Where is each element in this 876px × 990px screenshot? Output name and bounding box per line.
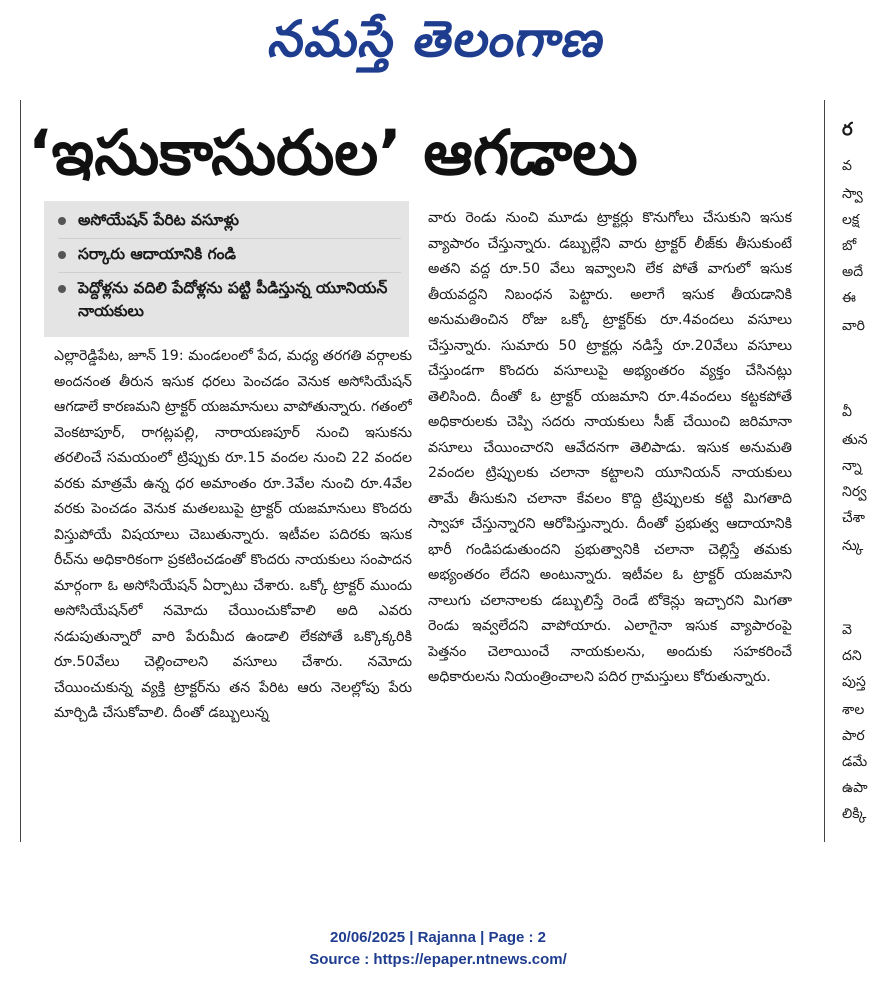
edge-fragment: వారి — [842, 318, 865, 334]
article-deck-box — [44, 201, 409, 337]
body-text: ఎల్లారెడ్డిపేట, జూన్ 19: మండలంలో పేద, మధ్య తరగతి వర్గాలకు అందనంత తీరున ఇసుక ధరలు పెంచడం వెనుక అసోసియేషన్ ఆగడాలే కారణమని ట్రాక్టర్ యజమానులు వాపోతున్నారు. గతంలో వెంకటాపూర్, రాగట్లపల్లి, నారాయణపూర్ నుంచి ఇసుకను తరలించే సమయంలో ట్రిప్పుకు రూ.15 వందల నుంచి 22 వందల వరకు మాత్రమే ఉన్న ధర అమాంతం రూ.3వేల నుంచి రూ.4వేల వరకు పెంచడం వెనుక మతలబుపై ట్రాక్టర్ యజమానులు కొందరు విస్తుపోయే విషయాలు చెబుతున్నారు. ఇటీవల పదిరకు ఇసుక రీచ్‌ను అధికారికంగా ప్రకటించడంతో కొందరు నాయకులు సంపాదన మార్గంగా ఓ అసోసియేషన్ ఏర్పాటు చేశారు. ఒక్కో ట్రాక్టర్ ముందు అసోసియేషన్‌లో నమోదు చేయించుకోవాలి అది ఎవరు నడుపుతున్నారో వారి పేరుమీద ఉండాలి లేకపోతే ఒక్కొక్కరికి రూ.50వేలు చెల్లించాలని వసూలు చేశారు. నమోదు చేయించుకున్న వ్యక్తి ట్రాక్టర్‌ను తన పేరిట ఆరు నెలల్లోపు పేరు మార్చిడి చేసుకోవాలి. దీంతో డబ్బులున్న — [54, 348, 412, 721]
edge-fragment: నిర్వ — [842, 484, 867, 500]
edge-fragment: ఉపా — [842, 780, 868, 796]
masthead — [0, 0, 876, 80]
edge-fragment: లక్ష — [842, 212, 860, 228]
bullet-icon — [58, 285, 66, 293]
article-body-column-2 — [428, 206, 792, 846]
edge-fragment: ర — [842, 119, 853, 140]
edge-fragment: ఈ — [842, 290, 856, 306]
column-rule-right — [824, 100, 825, 842]
edge-fragment: దని — [842, 648, 862, 664]
column-rule-left — [20, 100, 21, 842]
edge-fragment: బో — [842, 238, 857, 254]
edge-fragment: వ — [842, 158, 852, 174]
edge-fragment: తున — [842, 432, 868, 448]
deck-item — [58, 273, 401, 329]
edge-fragment: లిక్కి — [842, 806, 867, 822]
newspaper-logo: నమస్తే తెలంగాణ — [265, 10, 611, 68]
edge-fragment: చేశా — [842, 510, 865, 526]
deck-text: సర్కారు ఆదాయానికి గండి — [78, 245, 237, 263]
body-text: వారు రెండు నుంచి మూడు ట్రాక్టర్లు కొనుగోలు చేసుకుని ఇసుక వ్యాపారం చేస్తున్నారు. డబ్బుల్లేని వారు ట్రాక్టర్ లీజ్‌కు తీసుకుంటే అతని వద్ద రూ.50 వేలు ఇవ్వాలని లేక పోతే వాగులో ఇసుక తీయవద్దని నిబంధన పెట్టారు. అలాగే ఇసుక తీయడానికి అనుమతించిన రోజు ఒక్కో ట్రాక్టర్‌కు రూ.4వందలు వసూలు చేస్తున్నారు. సుమారు 50 ట్రాక్టర్లు నడిస్తే రూ.20వేలు వసూలు చేస్తుండగా కొందరు వసూలుపై అభ్యంతరం వ్యక్తం చేసినట్లు తెలిసింది. దీంతో ఓ ట్రాక్టర్ యజమాని రూ.4వందలు కట్టకపోతే అధికారులకు చెప్పి సదరు నాయకులు సీజ్ చేయించి జరిమానా వసూలు చేయించారని ఆవేదనగా తెలిపాడు. ఇసుక అనుమతి 2వందల ట్రిప్పులకు చలానా కట్టాలని యూనియన్ నాయకులు తామే తీసుకుని చలానా కేవలం కొద్ది ట్రిప్పులకు కట్టి మిగతాది స్వాహా చేస్తున్నారని ఆరోపిస్తున్నారు. దీంతో ప్రభుత్వ ఆదాయానికి భారీ గండిపడుతుందని ప్రభుత్వానికి చలానా చెల్లిస్తే తమకు అభ్యంతరం లేదని అంటున్నారు. ఇటీవల ఓ ట్రాక్టర్ యజమాని నాలుగు చలానాలకు డబ్బులిస్తే రెండే టోకెన్లు ఇచ్చారని మిగతా రెండు ఇవ్వలేదని వాపోయారు. ఎలాగైనా ఇసుక వ్యాపారంపై పెత్తనం చెలాయించే నాయకులను, అందుకు సహకరించే అధికారులను నియంత్రించాలని పదిర గ్రామస్తులు కోరుతున్నారు. — [428, 210, 792, 685]
edge-fragment: డమే — [842, 754, 868, 770]
edge-fragment: అదే — [842, 264, 864, 280]
footer-source: Source : https://epaper.ntnews.com/ — [309, 951, 567, 968]
edge-fragment: వీ — [842, 404, 852, 420]
footer-date-page: 20/06/2025 | Rajanna | Page : 2 — [329, 929, 546, 946]
edge-fragment: వె — [842, 622, 852, 638]
deck-item — [58, 205, 401, 239]
article-body-column-1 — [54, 344, 412, 844]
bullet-icon — [58, 217, 66, 225]
edge-fragment: పార — [842, 728, 865, 744]
bullet-icon — [58, 251, 66, 259]
article-headline: ‘ఇసుకాసురుల’ ఆగడాలు — [28, 116, 638, 189]
deck-text: అసోయేషన్ పేరిట వసూళ్లు — [78, 211, 239, 229]
edge-fragment: న్నా — [842, 458, 862, 474]
deck-item — [58, 239, 401, 273]
adjacent-article-edge — [836, 110, 876, 850]
edge-fragment: స్వా — [842, 186, 863, 202]
edge-fragment: న్కు — [842, 538, 864, 554]
edge-fragment: పుస్త — [842, 674, 866, 690]
edge-fragment: శాల — [842, 702, 865, 718]
deck-text: పెద్దోళ్లను వదిలి పేదోళ్లను పట్టి పీడిస్తున్న యూనియన్ నాయకులు — [78, 279, 388, 320]
